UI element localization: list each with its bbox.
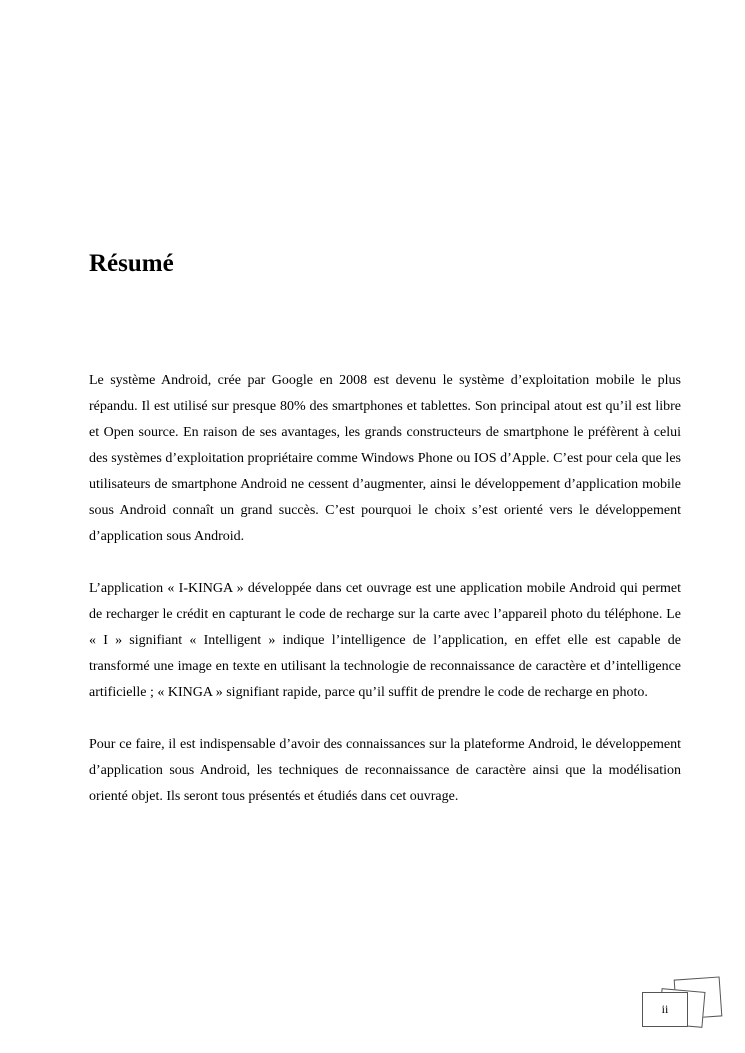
page-number: ii: [642, 992, 688, 1027]
page-number-badge: [640, 976, 725, 1028]
paragraph-requirements: Pour ce faire, il est indispensable d’avoir des connaissances sur la plateforme Android, le développement d’application sous Android, les techniques de reconnaissance de caractère ainsi que la modélisation orienté objet. Ils seront tous présentés et étudiés dans cet ouvrage.: [89, 737, 681, 804]
paragraph-application: L’application « I-KINGA » développée dans cet ouvrage est une application mobile Android qui permet de recharger le crédit en capturant le code de recharge sur la carte avec l’appareil photo du téléphone. Le « I » signifiant « Intelligent » indique l’intelligence de l’application, en effet elle est capable de transformé une image en texte en utilisant la technologie de reconnaissance de caractère et d’intelligence artificielle ; « KINGA » signifiant rapide, parce qu’il suffit de prendre le code de recharge en photo.: [89, 581, 681, 700]
body-text: [89, 368, 681, 836]
page-title: Résumé: [89, 250, 174, 277]
paragraph-intro: Le système Android, crée par Google en 2008 est devenu le système d’exploitation mobile le plus répandu. Il est utilisé sur presque 80% des smartphones et tablettes. Son principal atout est qu’il est libre et Open source. En raison de ses avantages, les grands constructeurs de smartphone le préfèrent à celui des systèmes d’exploitation propriétaire comme Windows Phone ou IOS d’Apple. C’est pour cela que les utilisateurs de smartphone Android ne cessent d’augmenter, ainsi le développement d’application mobile sous Android connaît un grand succès. C’est pourquoi le choix s’est orienté vers le développement d’application sous Android.: [89, 373, 681, 544]
